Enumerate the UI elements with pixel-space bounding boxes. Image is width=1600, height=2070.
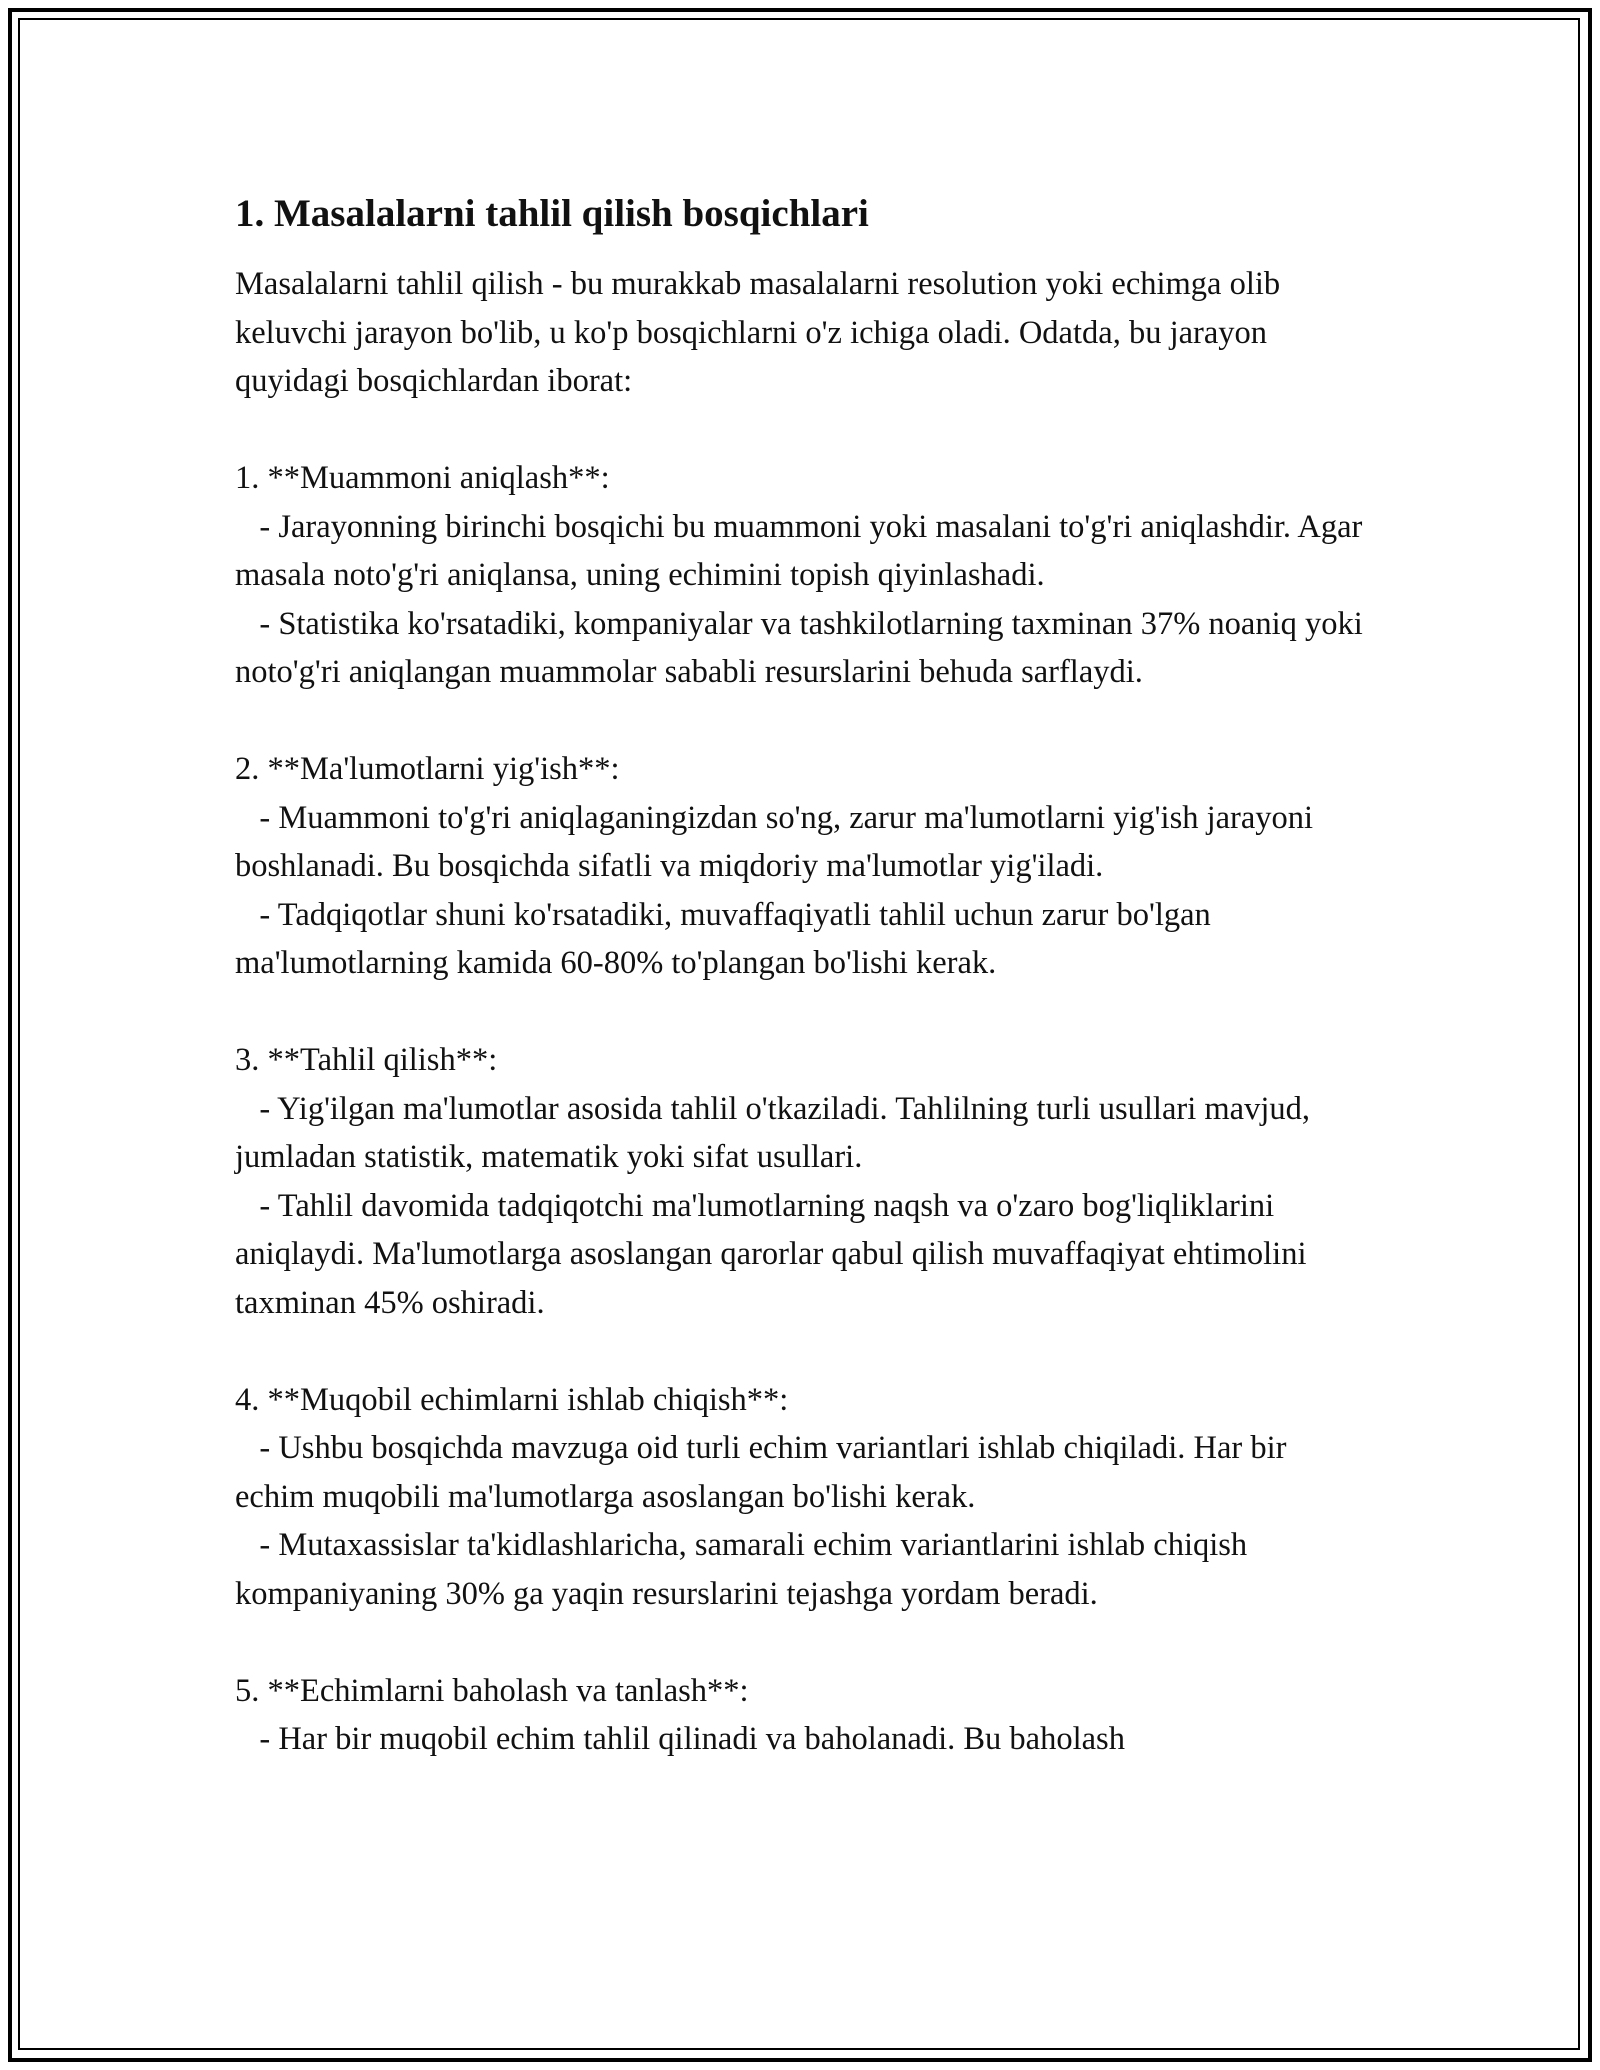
document-body: Masalalarni tahlil qilish - bu murakkab masalalarni resolution yoki echimga olib keluvchi jarayon bo'lib, u ko'p bosqichlarni o'z ichiga oladi. Odatda, bu jarayon quyidagi bosqichlardan iborat: 1. **Muammoni aniqlash**: - Jarayonning birinchi bosqichi bu muammoni yoki masalani to'g'ri aniqlashdir. Agar masala noto'g'ri aniqlansa, uning echimini topish qiyinlashadi. - Statistika ko'rsatadiki, kompaniyalar va tashkilotlarning taxminan 37% noaniq yoki noto'g'ri aniqlangan muammolar sababli resurslarini behuda sarflaydi. 2. **Ma'lumotlarni yig'ish**: - Muammoni to'g'ri aniqlaganingizdan so'ng, zarur ma'lumotlarni yig'ish jarayoni boshlanadi. Bu bosqichda sifatli va miqdoriy ma'lumotlar yig'iladi. - Tadqiqotlar shuni ko'rsatadiki, muvaffaqiyatli tahlil uchun zarur bo'lgan ma'lumotlarning kamida 60-80% to'plangan bo'lishi kerak. 3. **Tahlil qilish**: - Yig'ilgan ma'lumotlar asosida tahlil o'tkaziladi. Tahlilning turli usullari mavjud, jumladan statistik, matematik yoki sifat usullari. - Tahlil davomida tadqiqotchi ma'lumotlarning naqsh va o'zaro bog'liqliklarini aniqlaydi. Ma'lumotlarga asoslangan qarorlar qabul qilish muvaffaqiyat ehtimolini taxminan 45% oshiradi. 4. **Muqobil echimlarni ishlab chiqish**: - Ushbu bosqichda mavzuga oid turli echim variantlari ishlab chiqiladi. Har bir echim muqobili ma'lumotlarga asoslangan bo'lishi kerak. - Mutaxassislar ta'kidlashlaricha, samarali echim variantlarini ishlab chiqish kompaniyaning 30% ga yaqin resurslarini tejashga yordam beradi. 5. **Echimlarni baholash va tanlash**: - Har bir muqobil echim tahlil qilinadi va baholanadi. Bu baholash [235,266,1363,1757]
document-content [235,186,1365,1764]
document-title: 1. Masalalarni tahlil qilish bosqichlari [235,192,869,235]
